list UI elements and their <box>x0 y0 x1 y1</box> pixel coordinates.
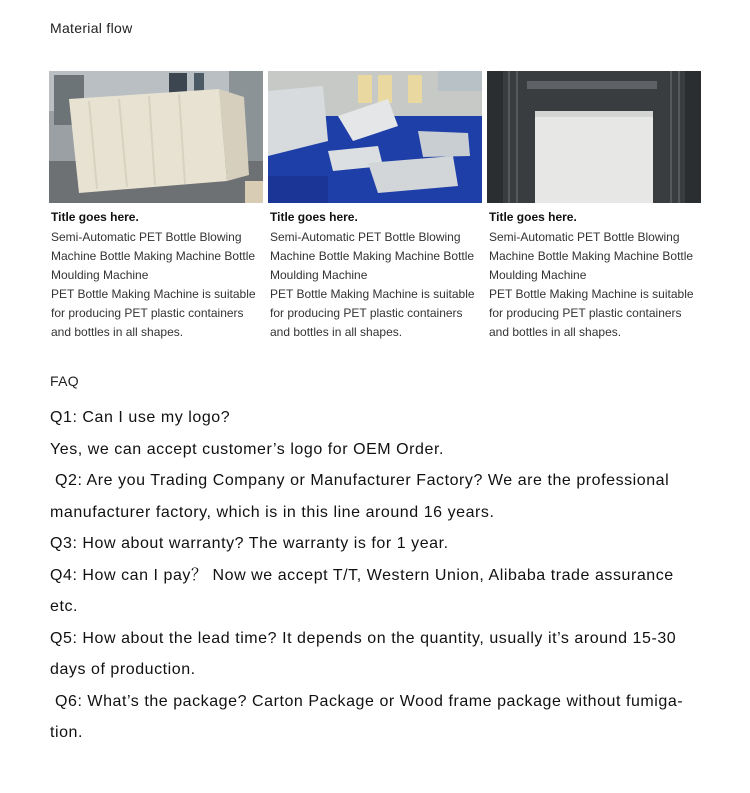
faq-a1: Yes, we can accept customer’s logo for OEM Order. <box>50 440 444 458</box>
card-description: Semi-Automatic PET Bottle Blowing Machine Bottle Making Machine Bottle Moulding Machine PET Bottle Making Machine is suitable for producing PET plastic containers and bottles in all shapes. <box>270 230 475 339</box>
card-description: Semi-Automatic PET Bottle Blowing Machine Bottle Making Machine Bottle Moulding Machine PET Bottle Making Machine is suitable for producing PET plastic containers and bottles in all shapes. <box>51 230 256 339</box>
faq-q5: Q5: How about the lead time? It depends on the quantity, usually it’s around 15-30 days of production. <box>50 629 677 678</box>
faq-q6: Q6: What’s the package? Carton Package or Wood frame package without fumiga-tion. <box>50 692 684 741</box>
photo-wrapped-panels-warehouse <box>49 71 263 203</box>
faq-q4: Q4: How can I pay？ Now we accept T/T, Western Union, Alibaba trade assurance etc. <box>50 566 674 615</box>
material-flow-gallery <box>49 71 701 351</box>
faq-list <box>50 402 700 749</box>
card-title: Title goes here. <box>270 210 358 224</box>
material-card-3 <box>487 71 701 342</box>
faq-q1: Q1: Can I use my logo? <box>50 409 231 426</box>
card-description: Semi-Automatic PET Bottle Blowing Machine Bottle Making Machine Bottle Moulding Machine PET Bottle Making Machine is suitable for producing PET plastic containers and bottles in all shapes. <box>489 230 694 339</box>
card-title: Title goes here. <box>489 210 577 224</box>
material-card-2 <box>268 71 482 342</box>
faq-q3: Q3: How about warranty? The warranty is for 1 year. <box>50 535 449 552</box>
faq-q2: Q2: Are you Trading Company or Manufacturer Factory? We are the professional manufacturer factory, which is in this line around 16 years. <box>50 472 675 521</box>
photo-wrapped-parts-blue-floor <box>268 71 482 203</box>
material-card-1 <box>49 71 263 342</box>
card-title: Title goes here. <box>51 210 139 224</box>
photo-container-loading <box>487 71 701 203</box>
material-flow-heading: Material flow <box>50 20 133 36</box>
faq-heading: FAQ <box>50 373 79 389</box>
